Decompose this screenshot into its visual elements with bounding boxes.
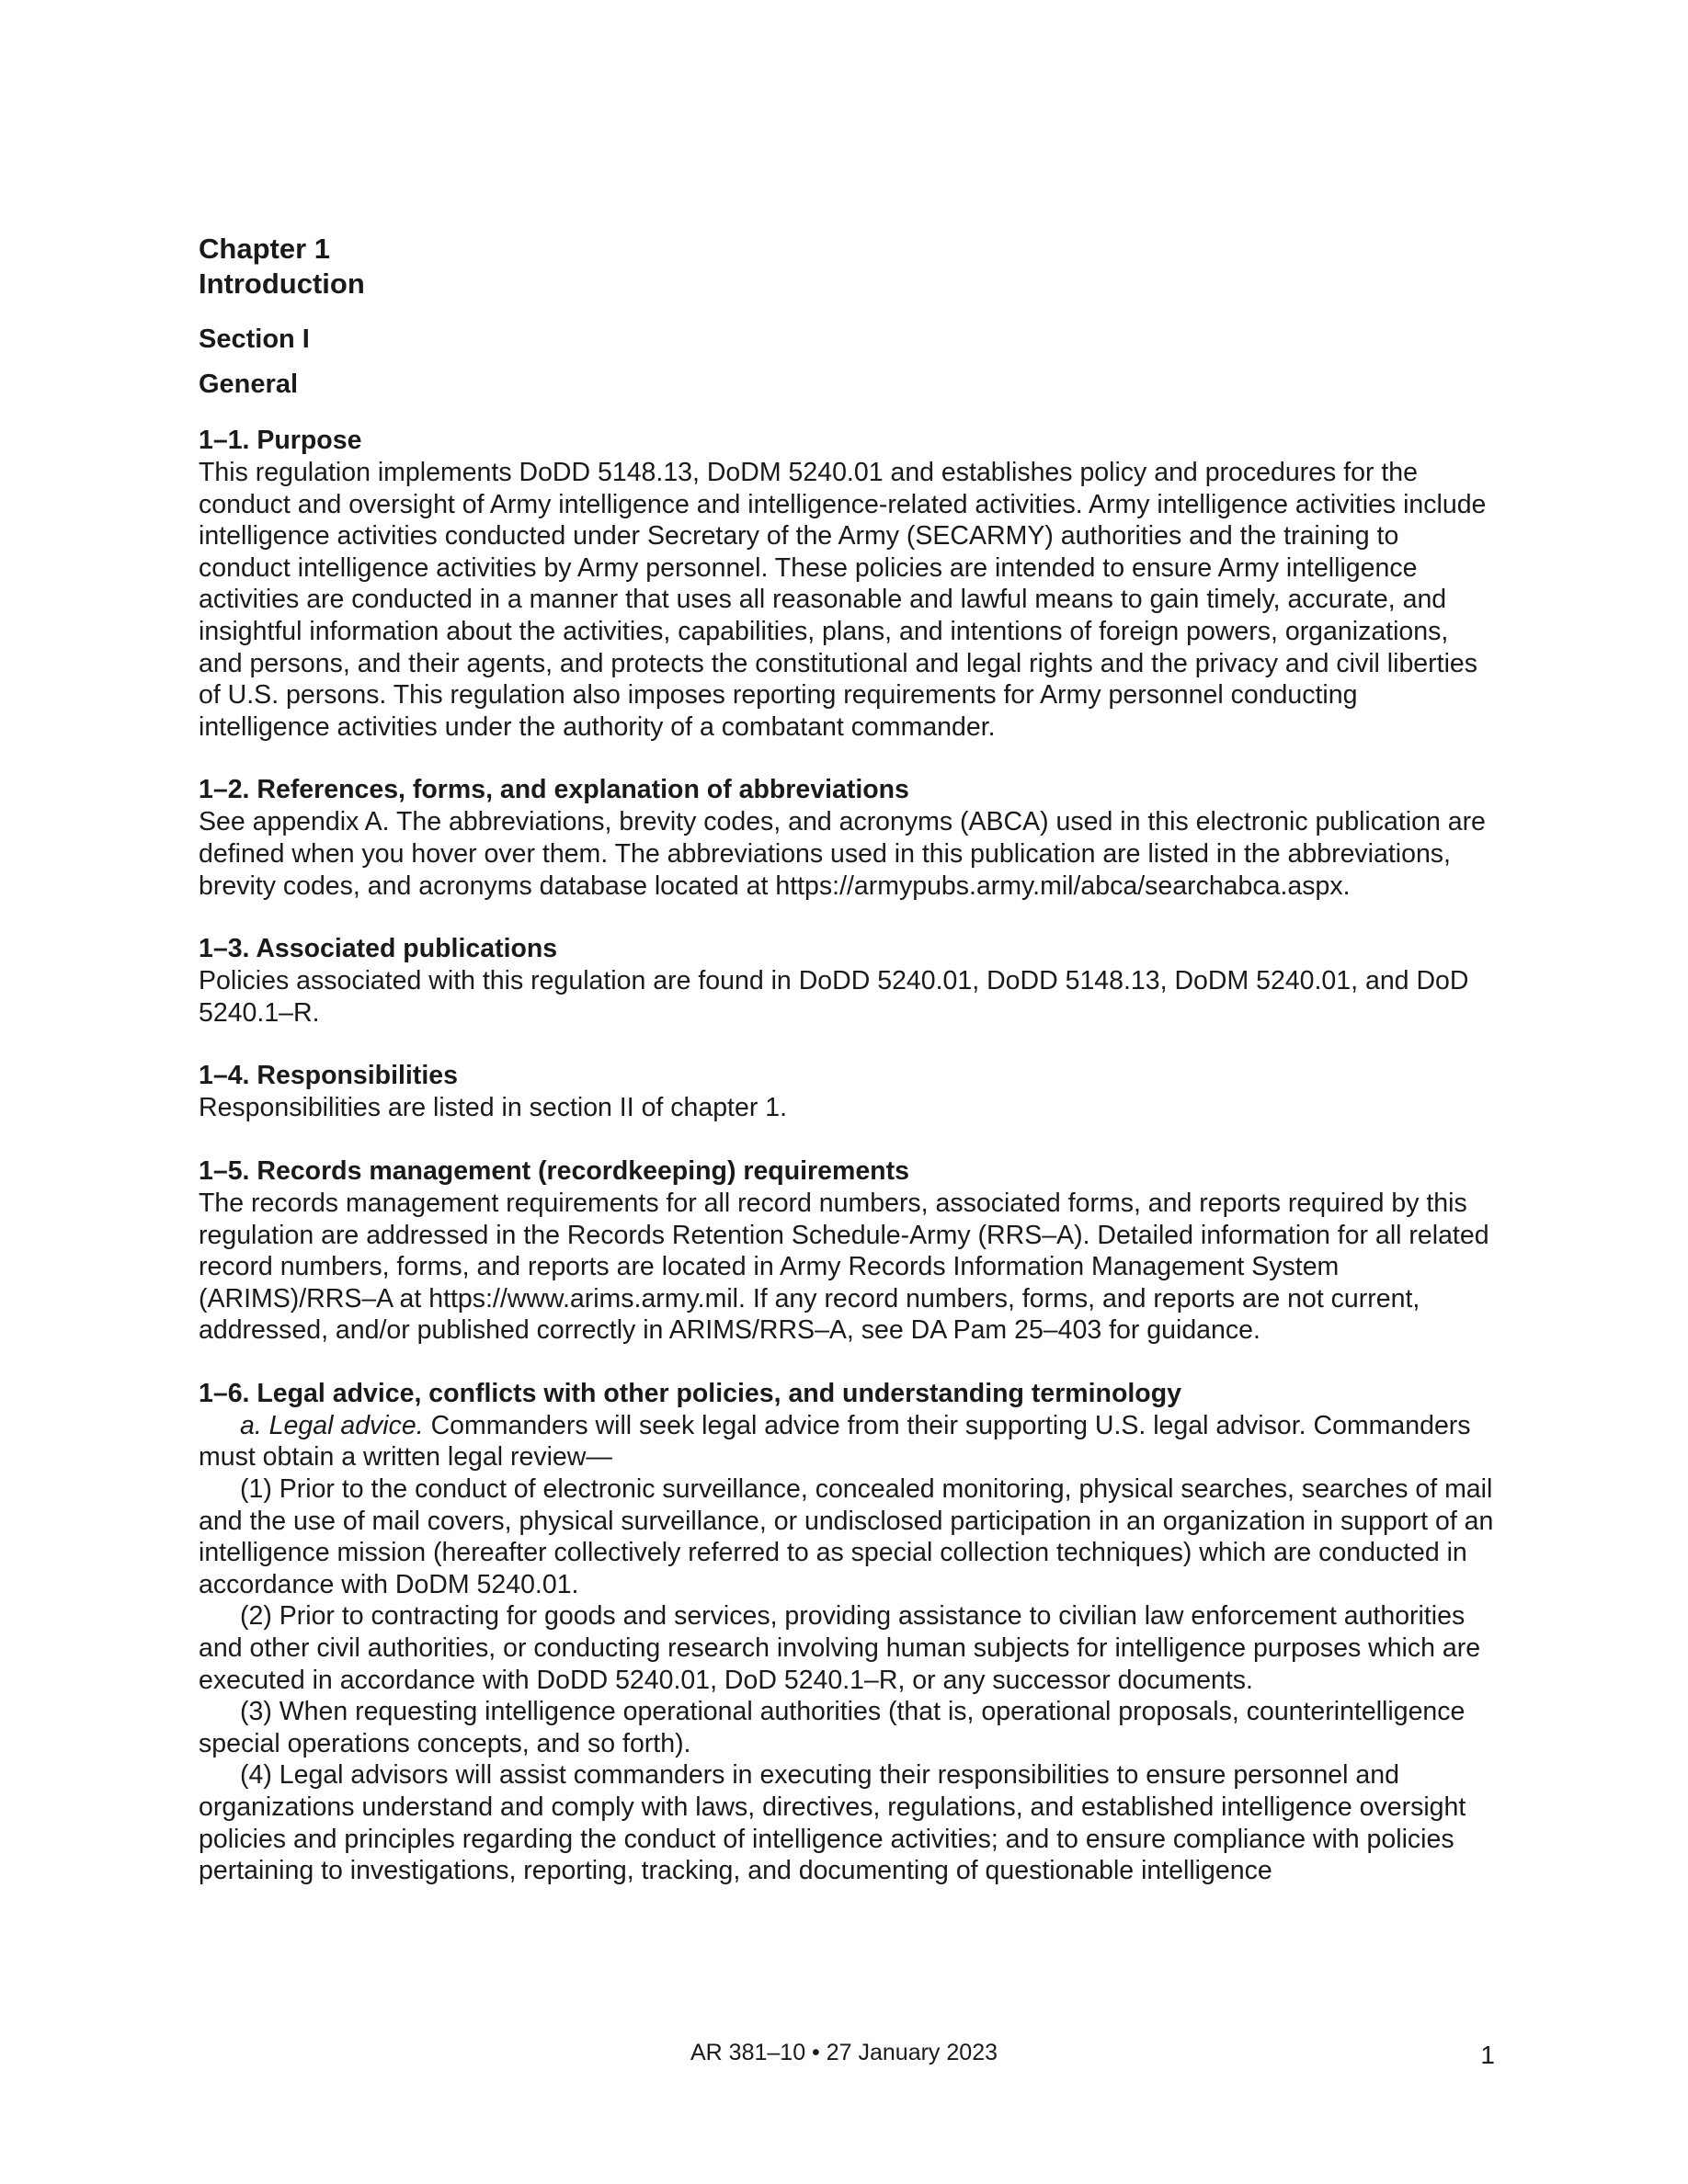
paragraph-heading: 1–5. Records management (recordkeeping) requirements (199, 1155, 909, 1186)
paragraph-body: Policies associated with this regulation are found in DoDD 5240.01, DoDD 5148.13, DoDM 5240.01, and DoD 5240.1–R. (199, 966, 1469, 1028)
paragraph-heading: 1–4. Responsibilities (199, 1061, 458, 1091)
section-label: Section I (199, 324, 310, 354)
paragraph-1-4 (199, 1060, 1495, 1124)
paragraph-heading: 1–1. Purpose (199, 426, 362, 455)
paragraph-heading: 1–3. Associated publications (199, 934, 558, 964)
paragraph-1-2 (199, 774, 1495, 902)
chapter-title: Introduction (199, 267, 365, 300)
paragraph-body: The records management requirements for all record numbers, associated forms, and reports required by this regulation are addressed in the Records Retention Schedule-Army (RRS–A). Detailed information for all related record numbers, forms, and reports are located in Army Records Information Management System (ARIMS)/RRS–A at https://www.arims.army.mil. If any record numbers, forms, and reports are not current, addressed, and/or published correctly in ARIMS/RRS–A, see DA Pam 25–403 for guidance. (199, 1188, 1489, 1346)
paragraph-1-6 (199, 1378, 1495, 1887)
paragraph-1-3 (199, 933, 1495, 1029)
paragraph-heading: 1–2. References, forms, and explanation of abbreviations (199, 775, 909, 805)
section-title: General (199, 370, 298, 399)
paragraph-body: This regulation implements DoDD 5148.13, DoDM 5240.01 and establishes policy and procedures for the conduct and oversight of Army intelligence and intelligence-related activities. Army intelligence activities include intelligence activities conducted under Secretary of the Army (SECARMY) authorities and the training to conduct intelligence activities by Army personnel. These policies are intended to ensure Army intelligence activities are conducted in a manner that uses all reasonable and lawful means to gain timely, accurate, and insightful information about the activities, capabilities, plans, and intentions of foreign powers, organizations, and persons, and their agents, and protects the constitutional and legal rights and the privacy and civil liberties of U.S. persons. This regulation also imposes reporting requirements for Army personnel conducting intelligence activities under the authority of a combatant commander. (199, 458, 1487, 742)
list-item: (4) Legal advisors will assist commanders in executing their responsibilities to ensure personnel and organizations understand and comply with laws, directives, regulations, and established intelligence oversight policies and principles regarding the conduct of intelligence activities; and to ensure compliance with policies pertaining to investigations, reporting, tracking, and documenting of questionable intelligence (199, 1760, 1466, 1886)
chapter-number: Chapter 1 (199, 233, 330, 265)
list-item: (1) Prior to the conduct of electronic surveillance, concealed monitoring, physical searches, searches of mail and the use of mail covers, physical surveillance, or undisclosed participation in an organization in support of an intelligence mission (hereafter collectively referred to as special collection techniques) which are conducted in accordance with DoDM 5240.01. (199, 1474, 1494, 1599)
subparagraph-a (199, 1410, 1495, 1473)
subparagraph-text: Commanders will seek legal advice from their supporting U.S. legal advisor. Commanders must obtain a written legal review— (199, 1410, 1471, 1473)
paragraph-body: See appendix A. The abbreviations, brevity codes, and acronyms (ABCA) used in this electronic publication are defined when you hover over them. The abbreviations used in this publication are listed in the abbreviations, brevity codes, and acronyms database located at https://armypubs.army.mil/abca/searchabca.aspx. (199, 807, 1486, 901)
paragraph-body: Responsibilities are listed in section II of chapter 1. (199, 1093, 787, 1123)
paragraph-1-5 (199, 1155, 1495, 1347)
paragraph-heading: 1–6. Legal advice, conflicts with other policies, and understanding terminology (199, 1378, 1181, 1408)
footer-page-number: 1 (1480, 2041, 1495, 2069)
subparagraph-label: a. Legal advice. (240, 1410, 424, 1440)
footer-publication: AR 381–10 • 27 January 2023 (690, 2040, 998, 2065)
list-item: (3) When requesting intelligence operational authorities (that is, operational proposals, counterintelligence special operations concepts, and so forth). (199, 1697, 1466, 1758)
list-item: (2) Prior to contracting for goods and services, providing assistance to civilian law enforcement authorities and other civil authorities, or conducting research involving human subjects for intelligence purposes which are executed in accordance with DoDD 5240.01, DoD 5240.1–R, or any successor documents. (199, 1601, 1481, 1695)
document-page (199, 232, 1495, 1887)
paragraph-1-1 (199, 425, 1495, 743)
